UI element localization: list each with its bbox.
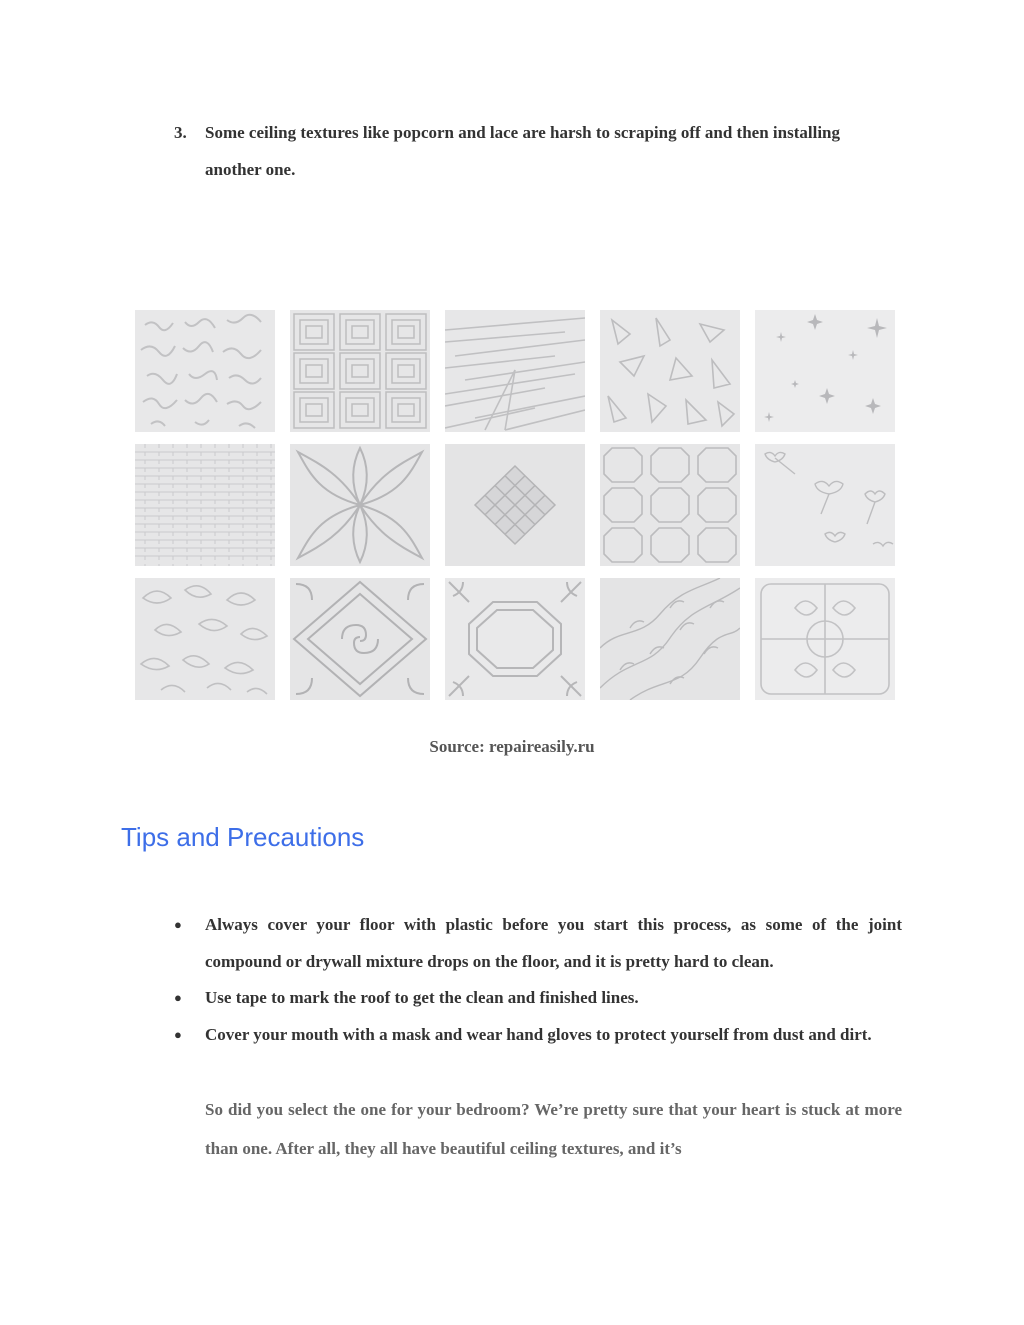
bullet-dot-icon: ● (174, 917, 182, 932)
texture-tile-fine-weave (135, 444, 275, 566)
texture-tile-octagon-panels (600, 444, 740, 566)
texture-tile-diamond-quilt (445, 444, 585, 566)
texture-tile-stars (755, 310, 895, 432)
tip-item (174, 980, 902, 1017)
scroll-diamond-icon (290, 578, 430, 700)
tip-item (174, 907, 902, 980)
celtic-knot-icon (755, 578, 895, 700)
texture-tile-square-panels (290, 310, 430, 432)
fine-weave-icon (135, 444, 275, 566)
texture-tile-leaves (135, 578, 275, 700)
closing-paragraph: So did you select the one for your bedroom? We’re pretty sure that your heart is stuck at more than one. After all, they all have beautiful ceiling textures, and it’s (205, 1100, 902, 1158)
vines-icon (600, 578, 740, 700)
texture-tile-celtic-knot (755, 578, 895, 700)
streaks-icon (445, 310, 585, 432)
texture-tile-shards (600, 310, 740, 432)
texture-tile-popcorn (135, 310, 275, 432)
tip-text: Use tape to mark the roof to get the clean and finished lines. (205, 988, 639, 1007)
list-item-text: Some ceiling textures like popcorn and lace are harsh to scraping off and then installing another one. (205, 123, 841, 179)
square-panels-icon (290, 310, 430, 432)
floral-sprigs-icon (755, 444, 895, 566)
octagon-ornate-icon (445, 578, 585, 700)
tip-item (174, 1017, 902, 1054)
diamond-quilt-icon (445, 444, 585, 566)
texture-tile-floral-sprigs (755, 444, 895, 566)
tip-text: Always cover your floor with plastic before you start this process, as some of the joint compound or drywall mixture drops on the floor, and it is pretty hard to clean. (205, 915, 902, 971)
stars-icon (755, 310, 895, 432)
bullet-dot-icon: ● (174, 1026, 182, 1042)
tips-list (174, 907, 902, 1053)
shards-icon (600, 310, 740, 432)
numbered-list-item (174, 114, 894, 188)
tip-text: Cover your mouth with a mask and wear hand gloves to protect yourself from dust and dirt. (205, 1024, 872, 1044)
octagon-panels-icon (600, 444, 740, 566)
texture-tile-octagon-ornate (445, 578, 585, 700)
leaves-icon (135, 578, 275, 700)
texture-tile-streaks (445, 310, 585, 432)
ceiling-texture-grid (135, 310, 895, 700)
texture-tile-petals (290, 444, 430, 566)
section-heading: Tips and Precautions (121, 822, 365, 852)
texture-tile-scroll-diamond (290, 578, 430, 700)
petals-icon (290, 444, 430, 566)
texture-tile-vines (600, 578, 740, 700)
bullet-dot-icon: ● (174, 990, 182, 1005)
list-number: 3. (174, 123, 187, 142)
popcorn-icon (135, 310, 275, 432)
image-caption: Source: repaireasily.ru (429, 737, 595, 756)
